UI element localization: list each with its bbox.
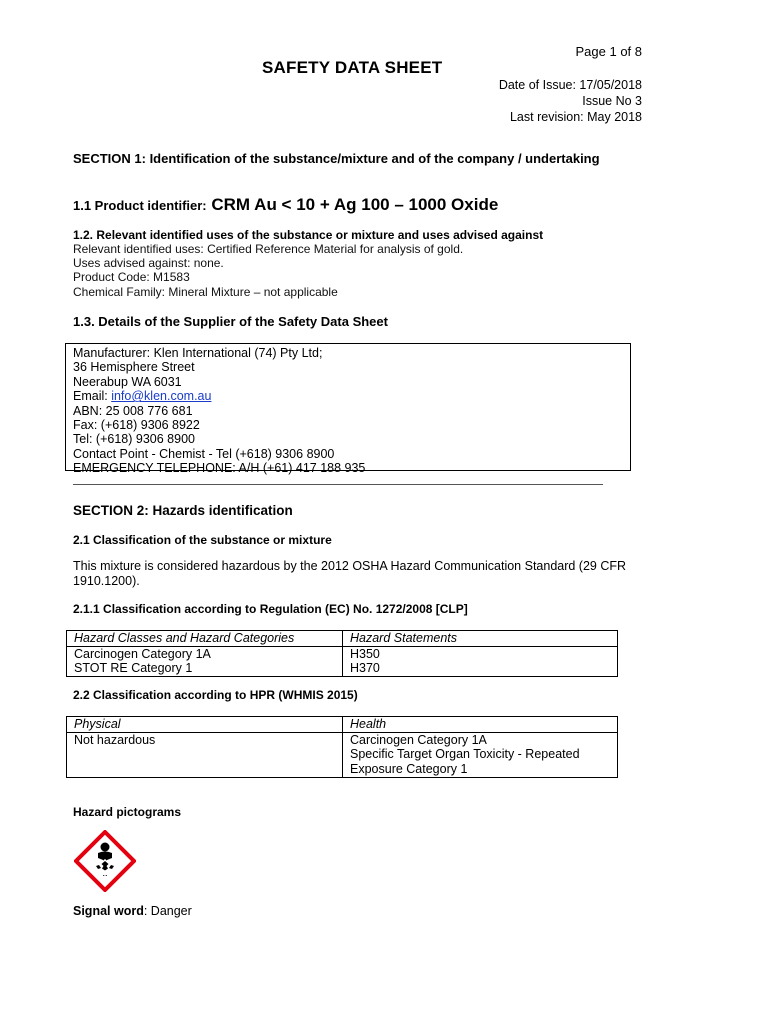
section-2-heading: SECTION 2: Hazards identification: [73, 503, 293, 518]
column-header: Health: [343, 717, 618, 733]
supplier-line: ABN: 25 008 776 681: [73, 403, 193, 418]
clp-classification-table: [66, 630, 618, 677]
supplier-line: Manufacturer: Klen International (74) Pty Ltd;: [73, 346, 323, 360]
uses-line: Uses advised against: none.: [73, 256, 224, 271]
health-hazard-icon: [74, 830, 136, 892]
health-line: Exposure Category 1: [350, 761, 468, 776]
supplier-line: Fax: (+618) 9306 8922: [73, 418, 200, 433]
uses-line: Product Code: M1583: [73, 270, 190, 285]
signal-word: [73, 904, 192, 918]
relevant-uses-list: [73, 242, 463, 299]
section-divider: [73, 484, 603, 485]
table-cell: H350: [343, 646, 618, 661]
table-cell: Not hazardous: [67, 732, 343, 777]
table-row: [67, 661, 618, 676]
clp-heading: 2.1.1 Classification according to Regulation (EC) No. 1272/2008 [CLP]: [73, 602, 468, 616]
supplier-line: Tel: (+618) 9306 8900: [73, 432, 195, 447]
product-identifier-label: 1.1 Product identifier:: [73, 198, 207, 213]
table-cell: Carcinogen Category 1A: [67, 646, 343, 661]
uses-line: Chemical Family: Mineral Mixture – not applicable: [73, 284, 338, 299]
email-link[interactable]: info@klen.com.au: [111, 389, 212, 404]
table-cell: H370: [343, 661, 618, 676]
document-title: SAFETY DATA SHEET: [262, 58, 443, 77]
table-row: [67, 732, 618, 777]
uses-line: Relevant identified uses: Certified Reference Material for analysis of gold.: [73, 242, 464, 256]
hpr-classification-table: [66, 716, 618, 778]
classification-heading: 2.1 Classification of the substance or mixture: [73, 533, 332, 547]
supplier-heading: 1.3. Details of the Supplier of the Safety Data Sheet: [73, 314, 388, 329]
table-cell: STOT RE Category 1: [67, 661, 343, 676]
supplier-details-box: [65, 343, 631, 476]
supplier-line: EMERGENCY TELEPHONE: A/H (+61) 417 188 935: [73, 461, 366, 476]
section-1-heading: SECTION 1: Identification of the substance/mixture and of the company / undertaking: [73, 151, 600, 166]
table-row: [67, 646, 618, 661]
supplier-line: Neerabup WA 6031: [73, 374, 182, 389]
signal-word-value: : Danger: [143, 904, 192, 918]
table-header-row: [67, 631, 618, 647]
table-cell: [343, 732, 618, 777]
signal-word-label: Signal word: [73, 904, 144, 918]
health-line: Specific Target Organ Toxicity - Repeated: [350, 747, 580, 761]
health-line: Carcinogen Category 1A: [350, 732, 487, 747]
supplier-line: 36 Hemisphere Street: [73, 360, 195, 375]
date-of-issue: Date of Issue: 17/05/2018: [498, 78, 642, 92]
osha-statement: This mixture is considered hazardous by the 2012 OSHA Hazard Communication Standard (29 CFR 1910.1200).: [73, 559, 627, 588]
column-header: Hazard Statements: [343, 631, 618, 647]
supplier-email-line: [73, 389, 623, 403]
hpr-heading: 2.2 Classification according to HPR (WHMIS 2015): [73, 688, 358, 702]
supplier-line: Contact Point - Chemist - Tel (+618) 9306 8900: [73, 446, 335, 461]
table-header-row: [67, 717, 618, 733]
product-identifier-value: CRM Au < 10 + Ag 100 – 1000 Oxide: [206, 195, 499, 214]
relevant-uses-heading: 1.2. Relevant identified uses of the substance or mixture and uses advised against: [73, 228, 544, 242]
last-revision: Last revision: May 2018: [509, 110, 642, 124]
column-header: Physical: [67, 717, 343, 733]
page-number: Page 1 of 8: [575, 44, 642, 59]
pictograms-heading: Hazard pictograms: [73, 805, 182, 819]
issue-info: [499, 77, 642, 125]
product-identifier: [73, 195, 498, 215]
email-label: Email:: [73, 389, 112, 404]
column-header: Hazard Classes and Hazard Categories: [67, 631, 343, 647]
issue-number: Issue No 3: [582, 94, 642, 108]
